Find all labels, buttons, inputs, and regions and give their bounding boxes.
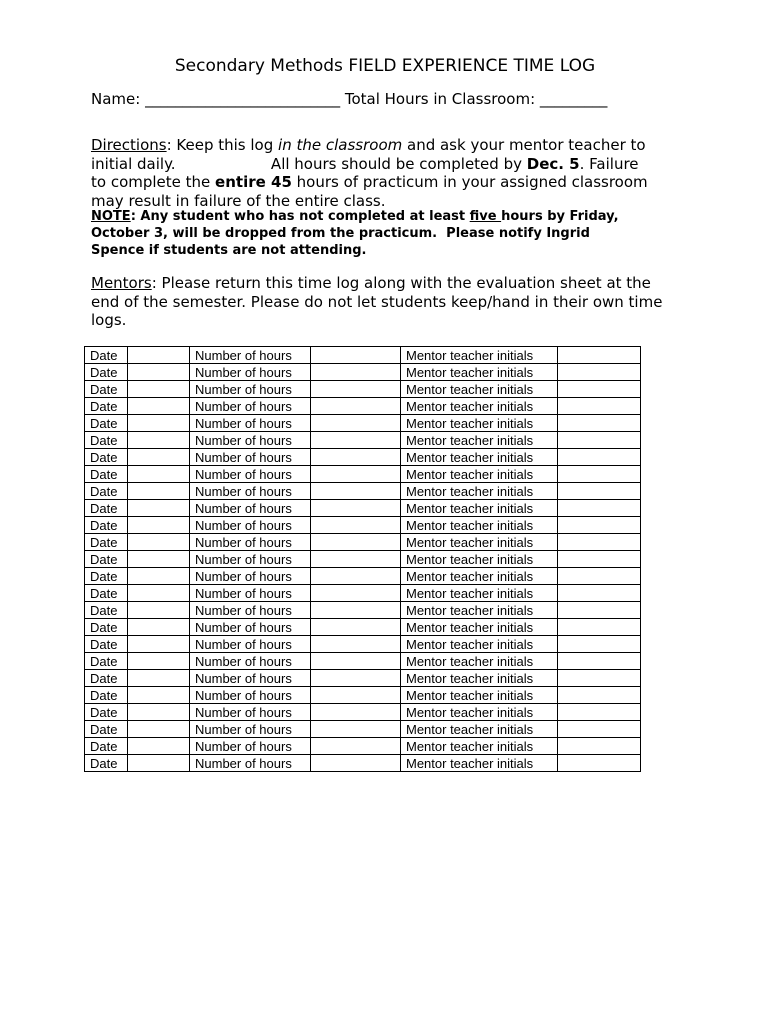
hours-label: Number of hours (190, 551, 311, 568)
mentor-initials-entry-cell[interactable] (558, 619, 641, 636)
date-entry-cell[interactable] (128, 534, 190, 551)
hours-entry-cell[interactable] (311, 381, 401, 398)
table-row (85, 704, 641, 721)
mentor-initials-entry-cell[interactable] (558, 602, 641, 619)
mentors-line-2: end of the semester. Please do not let students keep/hand in their own time (91, 292, 663, 311)
hours-label: Number of hours (190, 704, 311, 721)
date-label: Date (85, 449, 128, 466)
hours-entry-cell[interactable] (311, 653, 401, 670)
hours-label: Number of hours (190, 585, 311, 602)
hours-entry-cell[interactable] (311, 585, 401, 602)
hours-label: Number of hours (190, 398, 311, 415)
date-label: Date (85, 602, 128, 619)
mentor-initials-label: Mentor teacher initials (401, 415, 558, 432)
date-label: Date (85, 432, 128, 449)
total-hours-label: Total Hours in Classroom: (340, 90, 540, 108)
hours-label: Number of hours (190, 602, 311, 619)
hours-entry-cell[interactable] (311, 415, 401, 432)
table-row (85, 534, 641, 551)
table-row (85, 738, 641, 755)
name-blank: __________________________ (145, 90, 341, 108)
mentor-initials-label: Mentor teacher initials (401, 381, 558, 398)
date-entry-cell[interactable] (128, 347, 190, 364)
date-entry-cell[interactable] (128, 415, 190, 432)
mentor-initials-label: Mentor teacher initials (401, 534, 558, 551)
table-row (85, 755, 641, 772)
date-entry-cell[interactable] (128, 755, 190, 772)
hours-entry-cell[interactable] (311, 551, 401, 568)
hours-label: Number of hours (190, 721, 311, 738)
mentor-initials-entry-cell[interactable] (558, 585, 641, 602)
mentor-initials-label: Mentor teacher initials (401, 398, 558, 415)
table-row (85, 415, 641, 432)
hours-label: Number of hours (190, 670, 311, 687)
date-label: Date (85, 381, 128, 398)
mentor-initials-entry-cell[interactable] (558, 704, 641, 721)
table-row (85, 466, 641, 483)
hours-entry-cell[interactable] (311, 704, 401, 721)
date-label: Date (85, 687, 128, 704)
hours-entry-cell[interactable] (311, 636, 401, 653)
hours-label: Number of hours (190, 483, 311, 500)
hours-label: Number of hours (190, 636, 311, 653)
hours-entry-cell[interactable] (311, 500, 401, 517)
date-label: Date (85, 619, 128, 636)
table-row (85, 398, 641, 415)
time-log-table (84, 346, 641, 772)
mentor-initials-label: Mentor teacher initials (401, 432, 558, 449)
hours-label: Number of hours (190, 381, 311, 398)
hours-entry-cell[interactable] (311, 449, 401, 466)
table-row (85, 653, 641, 670)
date-entry-cell[interactable] (128, 483, 190, 500)
date-label: Date (85, 653, 128, 670)
hours-entry-cell[interactable] (311, 347, 401, 364)
date-entry-cell[interactable] (128, 670, 190, 687)
mentor-initials-entry-cell[interactable] (558, 568, 641, 585)
date-entry-cell[interactable] (128, 381, 190, 398)
mentor-initials-label: Mentor teacher initials (401, 449, 558, 466)
hours-label: Number of hours (190, 500, 311, 517)
hours-entry-cell[interactable] (311, 483, 401, 500)
mentor-initials-label: Mentor teacher initials (401, 602, 558, 619)
date-label: Date (85, 721, 128, 738)
date-entry-cell[interactable] (128, 364, 190, 381)
hours-label: Number of hours (190, 653, 311, 670)
date-entry-cell[interactable] (128, 687, 190, 704)
hours-entry-cell[interactable] (311, 687, 401, 704)
mentor-initials-label: Mentor teacher initials (401, 483, 558, 500)
date-entry-cell[interactable] (128, 449, 190, 466)
mentor-initials-entry-cell[interactable] (558, 381, 641, 398)
date-label: Date (85, 517, 128, 534)
table-row (85, 517, 641, 534)
hours-entry-cell[interactable] (311, 721, 401, 738)
date-label: Date (85, 398, 128, 415)
table-row (85, 602, 641, 619)
hours-entry-cell[interactable] (311, 568, 401, 585)
date-label: Date (85, 585, 128, 602)
hours-entry-cell[interactable] (311, 466, 401, 483)
table-row (85, 483, 641, 500)
date-entry-cell[interactable] (128, 466, 190, 483)
mentor-initials-entry-cell[interactable] (558, 500, 641, 517)
date-entry-cell[interactable] (128, 653, 190, 670)
hours-label: Number of hours (190, 738, 311, 755)
table-row (85, 568, 641, 585)
mentors-label: Mentors (91, 274, 152, 292)
mentor-initials-label: Mentor teacher initials (401, 466, 558, 483)
table-row (85, 585, 641, 602)
mentors-line-1: Mentors: Please return this time log along with the evaluation sheet at the (91, 274, 651, 292)
hours-label: Number of hours (190, 619, 311, 636)
date-entry-cell[interactable] (128, 704, 190, 721)
mentor-initials-label: Mentor teacher initials (401, 500, 558, 517)
hours-label: Number of hours (190, 568, 311, 585)
table-row (85, 500, 641, 517)
hours-entry-cell[interactable] (311, 670, 401, 687)
mentor-initials-entry-cell[interactable] (558, 670, 641, 687)
date-label: Date (85, 466, 128, 483)
mentor-initials-label: Mentor teacher initials (401, 721, 558, 738)
hours-entry-cell[interactable] (311, 755, 401, 772)
date-label: Date (85, 534, 128, 551)
date-entry-cell[interactable] (128, 619, 190, 636)
date-entry-cell[interactable] (128, 432, 190, 449)
mentor-initials-label: Mentor teacher initials (401, 755, 558, 772)
mentor-initials-label: Mentor teacher initials (401, 636, 558, 653)
mentor-initials-entry-cell[interactable] (558, 347, 641, 364)
date-entry-cell[interactable] (128, 602, 190, 619)
hours-entry-cell[interactable] (311, 619, 401, 636)
hours-label: Number of hours (190, 432, 311, 449)
date-label: Date (85, 636, 128, 653)
date-label: Date (85, 704, 128, 721)
date-entry-cell[interactable] (128, 398, 190, 415)
hours-label: Number of hours (190, 534, 311, 551)
hours-entry-cell[interactable] (311, 517, 401, 534)
table-row (85, 364, 641, 381)
mentor-initials-entry-cell[interactable] (558, 483, 641, 500)
mentor-initials-label: Mentor teacher initials (401, 704, 558, 721)
table-row (85, 721, 641, 738)
mentor-initials-entry-cell[interactable] (558, 738, 641, 755)
header-line (91, 90, 607, 109)
date-entry-cell[interactable] (128, 568, 190, 585)
date-entry-cell[interactable] (128, 721, 190, 738)
mentor-initials-label: Mentor teacher initials (401, 738, 558, 755)
hours-label: Number of hours (190, 347, 311, 364)
hours-label: Number of hours (190, 687, 311, 704)
date-label: Date (85, 670, 128, 687)
hours-label: Number of hours (190, 415, 311, 432)
date-label: Date (85, 347, 128, 364)
mentor-initials-entry-cell[interactable] (558, 517, 641, 534)
note-line-2: October 3, will be dropped from the practicum. Please notify Ingrid (91, 226, 590, 241)
date-entry-cell[interactable] (128, 551, 190, 568)
table-row (85, 551, 641, 568)
hours-label: Number of hours (190, 466, 311, 483)
name-label: Name: (91, 90, 146, 108)
mentor-initials-label: Mentor teacher initials (401, 551, 558, 568)
table-row (85, 670, 641, 687)
mentor-initials-entry-cell[interactable] (558, 415, 641, 432)
date-label: Date (85, 568, 128, 585)
date-label: Date (85, 755, 128, 772)
hours-entry-cell[interactable] (311, 364, 401, 381)
mentor-initials-label: Mentor teacher initials (401, 585, 558, 602)
mentor-initials-label: Mentor teacher initials (401, 619, 558, 636)
hours-label: Number of hours (190, 517, 311, 534)
date-entry-cell[interactable] (128, 585, 190, 602)
mentor-initials-label: Mentor teacher initials (401, 670, 558, 687)
date-label: Date (85, 500, 128, 517)
note-label: NOTE (91, 209, 131, 224)
mentor-initials-label: Mentor teacher initials (401, 347, 558, 364)
date-label: Date (85, 415, 128, 432)
mentors-line-3: logs. (91, 311, 127, 329)
hours-entry-cell[interactable] (311, 738, 401, 755)
directions-line-3: to complete the entire 45 hours of practicum in your assigned classroom (91, 173, 648, 191)
mentor-initials-entry-cell[interactable] (558, 653, 641, 670)
date-entry-cell[interactable] (128, 738, 190, 755)
mentor-initials-entry-cell[interactable] (558, 449, 641, 466)
table-row (85, 381, 641, 398)
mentor-initials-entry-cell[interactable] (558, 364, 641, 381)
hours-label: Number of hours (190, 449, 311, 466)
mentor-initials-entry-cell[interactable] (558, 551, 641, 568)
mentor-initials-label: Mentor teacher initials (401, 687, 558, 704)
date-label: Date (85, 364, 128, 381)
table-row (85, 449, 641, 466)
mentor-initials-label: Mentor teacher initials (401, 364, 558, 381)
hours-entry-cell[interactable] (311, 602, 401, 619)
mentor-initials-entry-cell[interactable] (558, 755, 641, 772)
mentor-initials-entry-cell[interactable] (558, 687, 641, 704)
hours-entry-cell[interactable] (311, 398, 401, 415)
mentor-initials-entry-cell[interactable] (558, 721, 641, 738)
date-label: Date (85, 483, 128, 500)
table-row (85, 636, 641, 653)
table-row (85, 347, 641, 364)
note-line-3: Spence if students are not attending. (91, 243, 367, 258)
date-label: Date (85, 551, 128, 568)
directions-label: Directions (91, 136, 167, 154)
mentor-initials-entry-cell[interactable] (558, 534, 641, 551)
date-entry-cell[interactable] (128, 517, 190, 534)
date-label: Date (85, 738, 128, 755)
mentor-initials-entry-cell[interactable] (558, 636, 641, 653)
directions-line-4: may result in failure of the entire class. (91, 191, 386, 210)
date-entry-cell[interactable] (128, 636, 190, 653)
table-row (85, 619, 641, 636)
hours-label: Number of hours (190, 364, 311, 381)
mentor-initials-entry-cell[interactable] (558, 466, 641, 483)
directions-line-2: initial daily. All hours should be completed by Dec. 5. Failure (91, 154, 639, 173)
mentor-initials-label: Mentor teacher initials (401, 517, 558, 534)
hours-label: Number of hours (190, 755, 311, 772)
mentor-initials-entry-cell[interactable] (558, 432, 641, 449)
page-title: Secondary Methods FIELD EXPERIENCE TIME LOG (174, 56, 596, 76)
mentor-initials-label: Mentor teacher initials (401, 568, 558, 585)
hours-entry-cell[interactable] (311, 534, 401, 551)
table-row (85, 432, 641, 449)
note-line-1: NOTE: Any student who has not completed at least five hours by Friday, (91, 209, 619, 224)
mentor-initials-entry-cell[interactable] (558, 398, 641, 415)
table-row (85, 687, 641, 704)
date-entry-cell[interactable] (128, 500, 190, 517)
mentor-initials-label: Mentor teacher initials (401, 653, 558, 670)
hours-entry-cell[interactable] (311, 432, 401, 449)
total-hours-blank: _________ (539, 90, 608, 108)
directions-line-1: Directions: Keep this log in the classroom and ask your mentor teacher to (91, 136, 646, 154)
